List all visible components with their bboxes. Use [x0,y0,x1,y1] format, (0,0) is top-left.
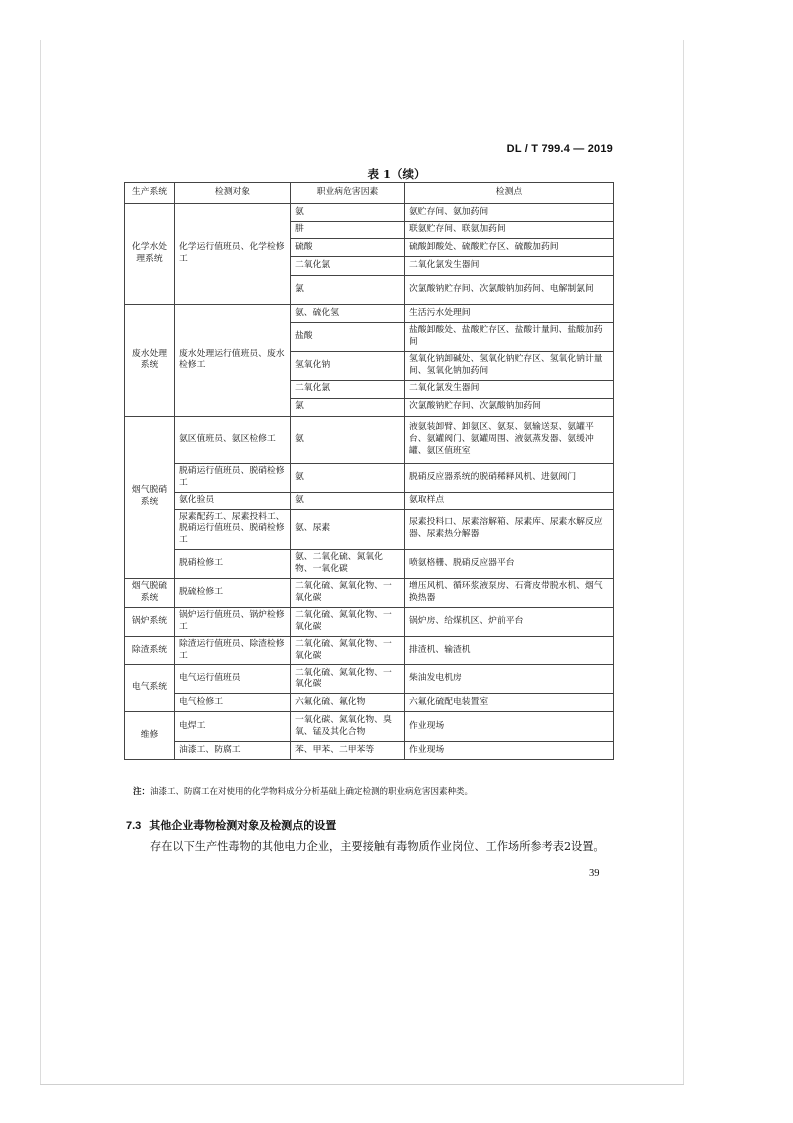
table-row [125,636,614,665]
detection-point-cell: 尿素投料口、尿素溶解箱、尿素库、尿素水解反应器、尿素热分解器 [405,509,614,550]
right-margin-line [683,40,684,1085]
detection-point-cell: 次氯酸钠贮存间、次氯酸钠加药间 [405,398,614,416]
target-cell: 除渣运行值班员、除渣检修工 [175,636,291,665]
detection-point-cell: 二氧化氯发生器间 [405,257,614,276]
detection-point-cell: 氨取样点 [405,492,614,509]
detection-point-cell: 锅炉房、给煤机区、炉前平台 [405,607,614,636]
detection-point-cell: 氢氧化钠卸碱处、氢氧化钠贮存区、氢氧化钠计量间、氢氧化钠加药间 [405,351,614,380]
table-row [125,665,614,694]
target-cell: 废水处理运行值班员、废水检修工 [175,305,291,417]
system-cell: 化学水处理系统 [125,204,175,305]
system-cell: 废水处理系统 [125,305,175,417]
hazard-detection-table [124,182,614,760]
hazard-factor-cell: 氯 [291,398,405,416]
detection-point-cell: 增压风机、循环浆液泵房、石膏皮带脱水机、烟气换热器 [405,578,614,607]
hazard-factor-cell: 二氧化硫、氮氧化物、一氧化碳 [291,607,405,636]
hazard-factor-cell: 二氧化硫、氮氧化物、一氧化碳 [291,578,405,607]
target-cell: 电气运行值班员 [175,665,291,694]
detection-point-cell: 联氨贮存间、联氨加药间 [405,222,614,239]
table-row [125,492,614,509]
note-label: 注： [133,787,151,797]
hazard-factor-cell: 苯、甲苯、二甲苯等 [291,742,405,760]
detection-point-cell: 次氯酸钠贮存间、次氯酸钠加药间、电解制氯间 [405,276,614,305]
table-row [125,742,614,760]
detection-point-cell: 脱硝反应器系统的脱硝稀释风机、进氨阀门 [405,463,614,492]
system-cell: 烟气脱硫系统 [125,578,175,607]
hazard-factor-cell: 氢氧化钠 [291,351,405,380]
table-body [125,204,614,760]
hazard-factor-cell: 硫酸 [291,239,405,257]
page-number: 39 [589,868,600,879]
table-row [125,607,614,636]
hazard-factor-cell: 氨 [291,204,405,222]
target-cell: 脱硝检修工 [175,550,291,579]
column-header: 职业病危害因素 [291,183,405,204]
hazard-factor-cell: 一氧化碳、氮氧化物、臭氧、锰及其化合物 [291,712,405,742]
body-paragraph: 存在以下生产性毒物的其他电力企业，主要接触有毒物质作业岗位、工作场所参考表2设置。 [150,840,605,853]
table-row [125,509,614,550]
column-header: 生产系统 [125,183,175,204]
standard-code: DL / T 799.4 — 2019 [506,143,613,155]
detection-point-cell: 盐酸卸酸处、盐酸贮存区、盐酸计量间、盐酸加药间 [405,323,614,352]
detection-point-cell: 硫酸卸酸处、硫酸贮存区、硫酸加药间 [405,239,614,257]
hazard-factor-cell: 氨、硫化氢 [291,305,405,323]
table-row [125,463,614,492]
column-header: 检测点 [405,183,614,204]
target-cell: 化学运行值班员、化学检修工 [175,204,291,305]
target-cell: 氨区值班员、氨区检修工 [175,416,291,463]
hazard-factor-cell: 氨 [291,492,405,509]
hazard-factor-cell: 氨、二氧化硫、氮氧化物、一氧化碳 [291,550,405,579]
table-row [125,416,614,463]
detection-point-cell: 排渣机、输渣机 [405,636,614,665]
detection-point-cell: 喷氨格栅、脱硝反应器平台 [405,550,614,579]
left-margin-line [40,40,41,1085]
target-cell: 氨化验员 [175,492,291,509]
detection-point-cell: 作业现场 [405,712,614,742]
bottom-margin-line [40,1084,684,1085]
section-number: 7.3 [126,820,142,832]
detection-point-cell: 柴油发电机房 [405,665,614,694]
hazard-factor-cell: 二氧化硫、氮氧化物、一氧化碳 [291,636,405,665]
system-cell: 除渣系统 [125,636,175,665]
detection-point-cell: 生活污水处理间 [405,305,614,323]
system-cell: 锅炉系统 [125,607,175,636]
system-cell: 烟气脱硝系统 [125,416,175,578]
target-cell: 锅炉运行值班员、锅炉检修工 [175,607,291,636]
hazard-factor-cell: 二氧化氯 [291,380,405,398]
hazard-factor-cell: 氨 [291,416,405,463]
table-row [125,578,614,607]
table-row [125,550,614,579]
detection-point-cell: 二氧化氯发生器间 [405,380,614,398]
table-row [125,204,614,222]
detection-point-cell: 六氟化硫配电装置室 [405,694,614,712]
target-cell: 脱硫检修工 [175,578,291,607]
detection-point-cell: 作业现场 [405,742,614,760]
hazard-factor-cell: 二氧化氯 [291,257,405,276]
detection-point-cell: 氨贮存间、氨加药间 [405,204,614,222]
target-cell: 电焊工 [175,712,291,742]
target-cell: 油漆工、防腐工 [175,742,291,760]
target-cell: 尿素配药工、尿素投料工、脱硝运行值班员、脱硝检修工 [175,509,291,550]
hazard-factor-cell: 二氧化硫、氮氧化物、一氧化碳 [291,665,405,694]
system-cell: 电气系统 [125,665,175,712]
hazard-factor-cell: 盐酸 [291,323,405,352]
target-cell: 电气检修工 [175,694,291,712]
detection-point-cell: 液氨装卸臂、卸氨区、氨泵、氨输送泵、氨罐平台、氨罐阀门、氨罐周围、液氨蒸发器、氨缓冲罐、氨区值班室 [405,416,614,463]
system-cell: 维修 [125,712,175,760]
hazard-factor-cell: 肼 [291,222,405,239]
hazard-factor-cell: 六氟化硫、氟化物 [291,694,405,712]
target-cell: 脱硝运行值班员、脱硝检修工 [175,463,291,492]
table-row [125,694,614,712]
column-header: 检测对象 [175,183,291,204]
hazard-factor-cell: 氨、尿素 [291,509,405,550]
table-header-row [125,183,614,204]
note-text: 油漆工、防腐工在对使用的化学物料成分分析基础上确定检测的职业病危害因素种类。 [150,787,474,797]
table-title: 表 1（续） [367,167,426,181]
section-title: 其他企业毒物检测对象及检测点的设置 [149,819,337,832]
table-note [133,785,473,797]
hazard-factor-cell: 氨 [291,463,405,492]
section-heading [126,817,336,833]
table-row [125,305,614,323]
hazard-factor-cell: 氯 [291,276,405,305]
table-row [125,712,614,742]
